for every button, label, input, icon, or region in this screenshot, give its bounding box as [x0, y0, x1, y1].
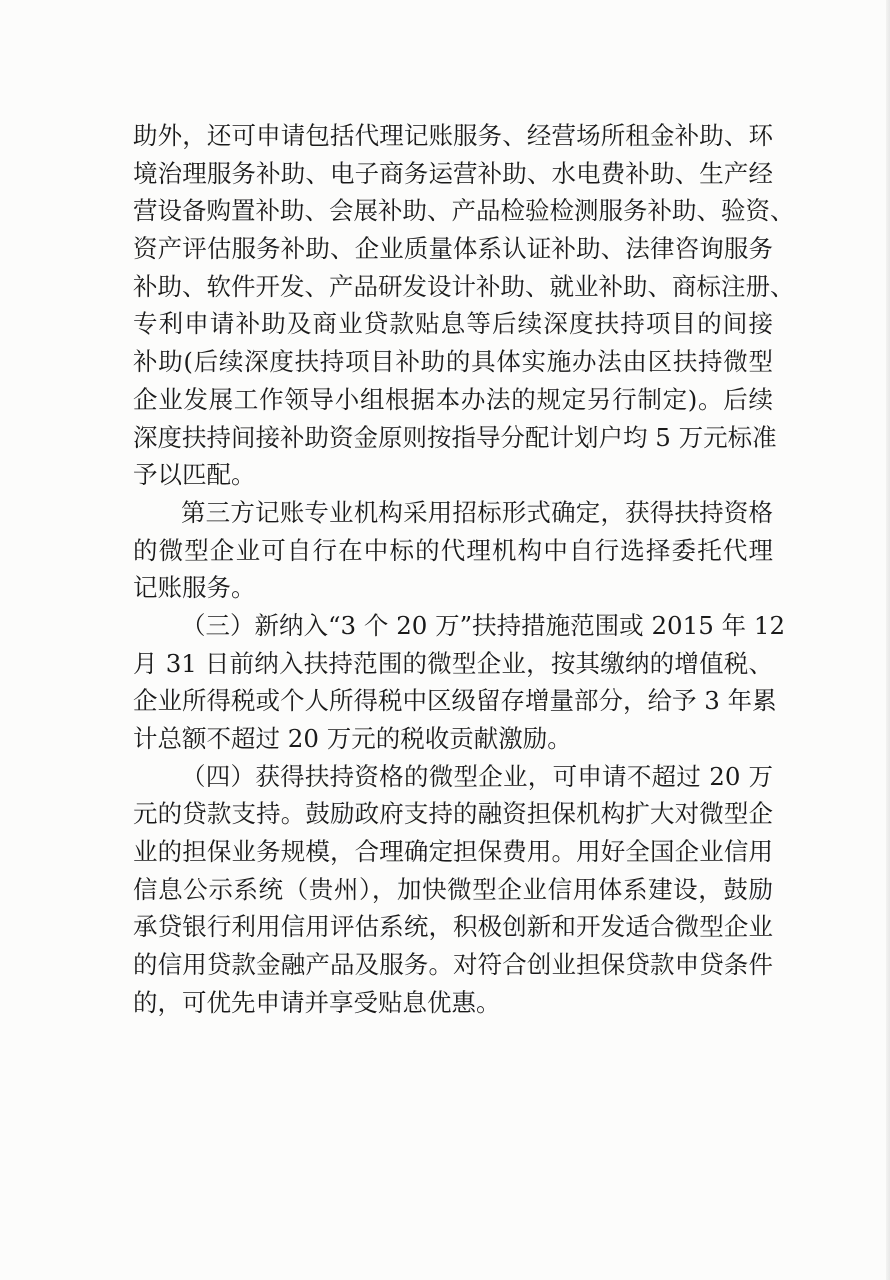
- text-line: 企业所得税或个人所得税中区级留存增量部分，给予 3 年累: [133, 686, 777, 716]
- paragraph-3: [133, 607, 786, 758]
- paragraph-2: [133, 494, 773, 607]
- text-line: 深度扶持间接补助资金原则按指导分配计划户均 5 万元标准: [133, 422, 777, 452]
- paragraph-1: [133, 117, 795, 494]
- text-line: 的微型企业可自行在中标的代理机构中自行选择委托代理: [133, 535, 773, 565]
- text-line: 元的贷款支持。鼓励政府支持的融资担保机构扩大对微型企: [133, 799, 773, 829]
- text-line: 资产评估服务补助、企业质量体系认证补助、法律咨询服务: [133, 234, 773, 264]
- text-line: 承贷银行利用信用评估系统，积极创新和开发适合微型企业: [133, 912, 773, 942]
- text-line: 记账服务。: [133, 573, 256, 603]
- text-line: 补助、软件开发、产品研发设计补助、就业补助、商标注册、: [133, 271, 795, 301]
- text-line: 的信用贷款金融产品及服务。对符合创业担保贷款申贷条件: [133, 950, 773, 980]
- text-line: （三）新纳入“3 个 20 万”扶持措施范围或 2015 年 12: [181, 610, 786, 640]
- text-line: 境治理服务补助、电子商务运营补助、水电费补助、生产经: [133, 158, 773, 188]
- text-line: 营设备购置补助、会展补助、产品检验检测服务补助、验资、: [133, 196, 795, 226]
- text-line: 助外，还可申请包括代理记账服务、经营场所租金补助、环: [133, 121, 773, 150]
- text-line: 企业发展工作领导小组根据本办法的规定另行制定)。后续: [133, 384, 773, 414]
- text-line: 计总额不超过 20 万元的税收贡献激励。: [133, 724, 572, 753]
- text-line: 月 31 日前纳入扶持范围的微型企业，按其缴纳的增值税、: [133, 648, 773, 678]
- scan-edge-shadow: [886, 0, 890, 1280]
- text-line: 第三方记账专业机构采用招标形式确定，获得扶持资格: [181, 497, 773, 527]
- text-line: 予以匹配。: [133, 460, 256, 490]
- document-body: [133, 117, 795, 1022]
- text-line: 补助(后续深度扶持项目补助的具体实施办法由区扶持微型: [133, 347, 773, 377]
- text-line: 的，可优先申请并享受贴息优惠。: [133, 987, 501, 1017]
- text-line: 信息公示系统（贵州），加快微型企业信用体系建设，鼓励: [133, 874, 773, 904]
- text-line: 业的担保业务规模，合理确定担保费用。用好全国企业信用: [133, 837, 773, 867]
- text-line: （四）获得扶持资格的微型企业，可申请不超过 20 万: [181, 761, 773, 791]
- paragraph-4: [133, 758, 773, 1022]
- text-line: 专利申请补助及商业贷款贴息等后续深度扶持项目的间接: [133, 309, 773, 339]
